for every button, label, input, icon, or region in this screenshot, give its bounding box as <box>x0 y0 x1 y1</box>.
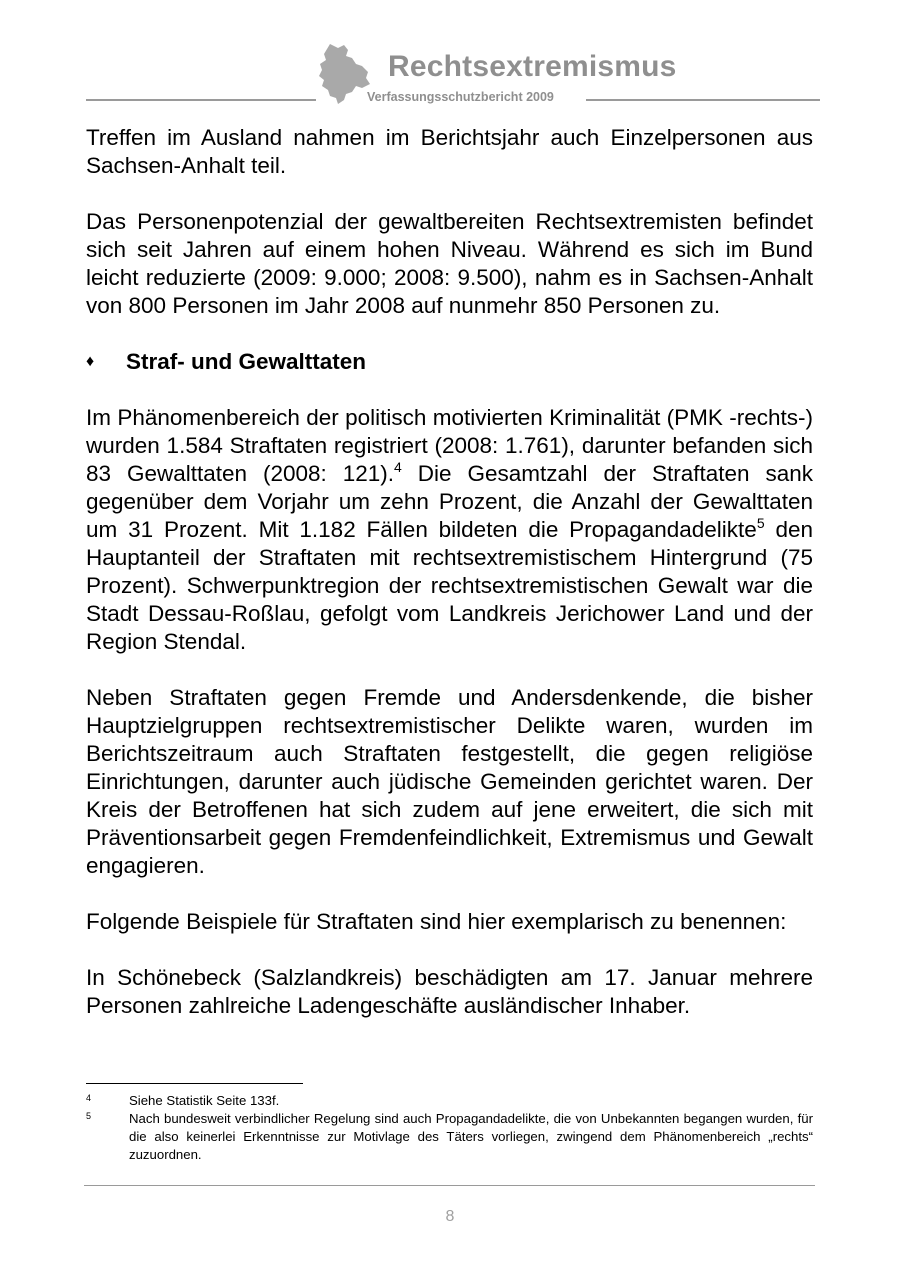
paragraph-1: Treffen im Ausland nahmen im Berichtsjahr auch Einzelpersonen aus Sachsen-Anhalt teil. <box>86 125 813 178</box>
paragraph-3 <box>86 404 813 656</box>
paragraph-6: In Schönebeck (Salzlandkreis) beschädigten am 17. Januar mehrere Personen zahlreiche Ladengeschäfte ausländischer Inhaber. <box>86 965 813 1018</box>
paragraph-3-part-a: Im Phänomenbereich der politisch motivierten Kriminalität (PMK -rechts-) wurden 1.584 Straftaten registriert (2008: 1.761), darunter befanden sich 83 Gewalttaten (2008: 121). <box>86 405 813 486</box>
footnote-ref-4: 4 <box>394 459 402 475</box>
header-title: Rechtsextremismus <box>388 50 677 83</box>
footnote-4 <box>86 1092 813 1110</box>
footnote-5 <box>86 1110 813 1164</box>
footnote-number: 4 <box>86 1093 92 1103</box>
paragraph-2: Das Personenpotenzial der gewaltbereiten Rechtsextremisten befindet sich seit Jahren auf einem hohen Niveau. Während es sich im Bund leicht reduzierte (2009: 9.000; 2008: 9.500), nahm es in Sachsen-Anhalt von 800 Personen im Jahr 2008 auf nunmehr 850 Personen zu. <box>86 209 813 318</box>
footer-rule <box>84 1185 815 1186</box>
footnote-ref-5: 5 <box>756 515 765 531</box>
diamond-bullet-icon: ♦ <box>86 353 95 370</box>
header-rule-left <box>86 99 316 101</box>
footnote-number: 5 <box>86 1111 92 1121</box>
paragraph-5: Folgende Beispiele für Straftaten sind hier exemplarisch zu benennen: <box>86 909 787 934</box>
section-heading <box>86 348 813 376</box>
header-rule-right <box>586 99 820 101</box>
footnote-text: Siehe Statistik Seite 133f. <box>129 1093 280 1108</box>
footnote-text: Nach bundesweit verbindlicher Regelung sind auch Propagandadelikte, die von Unbekannten begangen wurden, für die also keinerlei Erkenntnisse zur Motivlage des Täters vorliegen, zwingend dem Phänomenbereich „rechts“ zuzuordnen. <box>129 1111 813 1162</box>
paragraph-4: Neben Straftaten gegen Fremde und Andersdenkende, die bisher Hauptzielgruppen rechtsextremistischer Delikte waren, wurden im Berichtszeitraum auch Straftaten festgestellt, die gegen religiöse Einrichtungen, darunter auch jüdische Gemeinden gerichtet waren. Der Kreis der Betroffenen hat sich zudem auf jene erweitert, die sich mit Präventionsarbeit gegen Fremdenfeindlichkeit, Extremismus und Gewalt engagieren. <box>86 685 813 878</box>
section-heading-text: Straf- und Gewalttaten <box>126 349 367 374</box>
page-header <box>0 0 900 110</box>
saxony-anhalt-map-icon <box>316 42 372 106</box>
footnote-separator <box>86 1083 303 1084</box>
header-subtitle: Verfassungsschutzbericht 2009 <box>367 90 554 104</box>
paragraph-3-part-c: den Hauptanteil der Straftaten mit rechtsextremistischem Hintergrund (75 Prozent). Schwerpunktregion der rechtsextremistischen Gewalt war die Stadt Dessau-Roßlau, gefolgt vom Landkreis Jerichower Land und der Region Stendal. <box>86 517 813 654</box>
footnotes <box>86 1092 813 1164</box>
paragraph-3-part-b: Die Gesamtzahl der Straftaten sank gegenüber dem Vorjahr um zehn Prozent, die Anzahl der Gewalttaten um 31 Prozent. Mit 1.182 Fällen bildeten die Propagandadelikte <box>86 461 813 542</box>
page-number: 8 <box>445 1208 455 1225</box>
main-content <box>86 124 813 1020</box>
